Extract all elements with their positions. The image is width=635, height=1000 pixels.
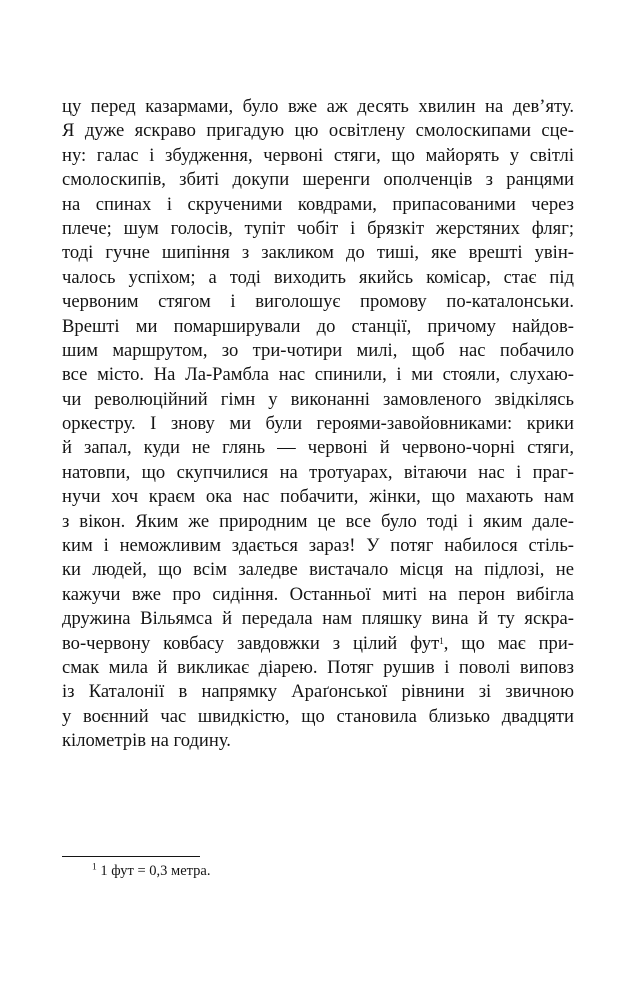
text-line: шим маршрутом, зо три-чотири милі, щоб нас побачило xyxy=(62,339,574,361)
text-segment: во-червону ковбасу завдовжки з цілий фут xyxy=(62,632,440,654)
text-line: нучи хоч краєм ока нас побачити, жінки, що махають нам xyxy=(62,486,574,508)
footnote xyxy=(92,862,210,880)
text-line: цу перед казармами, було вже аж десять хвилин на дев’яту. xyxy=(62,96,574,117)
text-line: у воєнний час швидкістю, що становила близько двадцяти xyxy=(62,705,574,727)
text-line: ну: галас і збудження, червоні стяги, що майорять у світлі xyxy=(62,144,574,166)
text-line-last: кілометрів на годину. xyxy=(62,730,231,752)
footnote-reference[interactable]: 1 xyxy=(439,635,444,646)
text-line: кажучи вже про сидіння. Останньої миті на перон вибігла xyxy=(62,583,574,605)
text-line: на спинах і скрученими ковдрами, припасованими через xyxy=(62,193,574,215)
text-line: Я дуже яскраво пригадую цю освітлену смолоскипами сце- xyxy=(62,120,574,142)
text-line: червоним стягом і виголошує промову по-каталонськи. xyxy=(62,291,574,313)
footnote-mark: 1 xyxy=(92,862,97,873)
text-line: оркестру. І знову ми були героями-завойовниками: крики xyxy=(62,413,574,435)
text-line: з вікон. Яким же природним це все було тоді і яким дале- xyxy=(62,510,574,532)
text-line: плече; шум голосів, тупіт чобіт і брязкіт жерстяних фляг; xyxy=(62,217,574,239)
text-line: ким і неможливим здається зараз! У потяг набилося стіль- xyxy=(62,535,574,557)
text-line: із Каталонії в напрямку Араґонської рівнини зі звичною xyxy=(62,681,574,703)
body-text xyxy=(62,95,574,754)
text-line: чи революційний гімн у виконанні замовленого звідкілясь xyxy=(62,388,574,410)
text-line: й запал, куди не глянь — червоні й червоно-чорні стяги, xyxy=(62,437,574,459)
text-line: смолоскипів, збиті докупи шеренги ополченців з ранцями xyxy=(62,169,574,191)
text-line-with-footnote-ref xyxy=(62,632,574,656)
footnote-text: 1 фут = 0,3 метра. xyxy=(96,863,211,879)
text-line: Врешті ми помарширували до станції, причому найдов- xyxy=(62,315,574,337)
text-line: смак мила й викликає діарею. Потяг рушив і поволі виповз xyxy=(62,656,574,678)
text-line: натовпи, що скупчилися на тротуарах, вітаючи нас і праг- xyxy=(62,461,574,483)
text-line: ки людей, що всім заледве вистачало місця на підлозі, не xyxy=(62,559,574,581)
text-segment: , що має при- xyxy=(443,632,574,654)
text-line: дружина Вільямса й передала нам пляшку вина й ту яскра- xyxy=(62,608,574,630)
footnote-divider xyxy=(62,856,200,857)
text-line: все місто. На Ла-Рамбла нас спинили, і ми стояли, слухаю- xyxy=(62,364,574,386)
text-line: тоді гучне шипіння з закликом до тиші, яке врешті увін- xyxy=(62,242,574,264)
text-line: чалось успіхом; а тоді виходить якийсь комісар, стає під xyxy=(62,266,574,288)
